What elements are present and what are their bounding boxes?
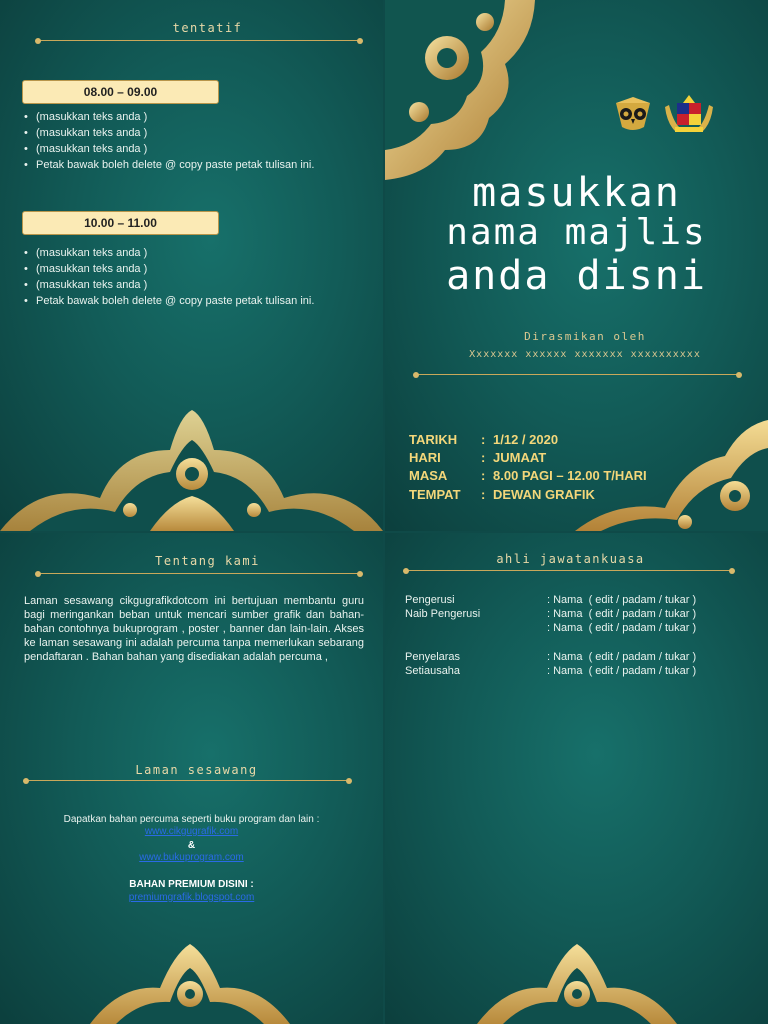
about-title: Tentang kami — [155, 554, 260, 568]
link-premium[interactable] — [0, 891, 383, 904]
list-item: • (masukkan teks anda ) — [22, 125, 352, 141]
schedule-divider — [38, 40, 360, 41]
officiated-name: Xxxxxxx xxxxxx xxxxxxx xxxxxxxxxx — [469, 349, 701, 360]
cover-panel — [385, 0, 768, 531]
owl-logo-icon — [614, 97, 652, 133]
event-title-line-3: anda disni — [446, 253, 707, 299]
detail-venue: TEMPAT : DEWAN GRAFIK — [409, 487, 595, 502]
time-slot-1: 08.00 – 09.00 — [22, 80, 219, 104]
link-premium-text[interactable]: premiumgrafik.blogspot.com — [128, 892, 255, 903]
time-slot-2: 10.00 – 11.00 — [22, 211, 219, 235]
list-item: • (masukkan teks anda ) — [22, 277, 352, 293]
about-body: Laman sesawang cikgugrafikdotcom ini bertujuan membantu guru bagi meringankan beban untuk mencari sumber grafik dan bahan-bahan contohnya bukuprogram , poster , banner dan lain-lain. Akses ke laman sesawang ini adalah percuma tanpa memerlukan sebarang pendaftaran . Bahan bahan yang disediakan adalah percuma , — [24, 595, 364, 663]
website-intro: Dapatkan bahan percuma seperti buku program dan lain : — [63, 814, 320, 825]
slot-1-list — [22, 109, 352, 173]
list-item: • Petak bawak boleh delete @ copy paste petak tulisan ini. — [22, 293, 352, 309]
detail-date: TARIKH : 1/12 / 2020 — [409, 432, 559, 447]
committee-divider — [406, 570, 732, 571]
list-item: • Petak bawak boleh delete @ copy paste petak tulisan ini. — [22, 157, 352, 173]
about-panel — [0, 533, 383, 1024]
website-title: Laman sesawang — [135, 763, 258, 777]
event-title-line-2: nama majlis — [446, 212, 707, 253]
floral-ornament-icon — [90, 944, 290, 1024]
floral-ornament-icon — [0, 410, 383, 531]
committee-title: ahli jawatankuasa — [496, 552, 645, 566]
link-bukuprogram[interactable] — [0, 851, 383, 864]
malaysia-crest-icon — [665, 93, 713, 135]
detail-day: HARI : JUMAAT — [409, 450, 547, 465]
link-bukuprogram-text[interactable]: www.bukuprogram.com — [139, 852, 244, 863]
list-item: • (masukkan teks anda ) — [22, 245, 352, 261]
premium-label: BAHAN PREMIUM DISINI : — [129, 879, 254, 890]
floral-ornament-icon — [477, 944, 677, 1024]
event-title-line-1: masukkan — [472, 170, 681, 216]
link-cikgugrafik-text[interactable]: www.cikgugrafik.com — [144, 826, 239, 837]
cover-divider — [416, 374, 739, 375]
floral-ornament-icon — [385, 0, 535, 180]
floral-ornament-icon — [575, 420, 768, 531]
list-item: • (masukkan teks anda ) — [22, 141, 352, 157]
list-item: • (masukkan teks anda ) — [22, 109, 352, 125]
link-cikgugrafik[interactable] — [0, 825, 383, 838]
website-divider — [26, 780, 349, 781]
ampersand: & — [187, 840, 196, 851]
officiated-label: Dirasmikan oleh — [524, 330, 646, 343]
detail-time: MASA : 8.00 PAGI – 12.00 T/HARI — [409, 468, 647, 483]
schedule-panel — [0, 0, 383, 531]
slot-2-list — [22, 245, 352, 309]
schedule-title: tentatif — [172, 21, 243, 35]
list-item: • (masukkan teks anda ) — [22, 261, 352, 277]
about-divider — [38, 573, 360, 574]
committee-panel: ahli jawatankuasa Pengerusi : Nama ( edit / padam / tukar ) Naib Pengerusi : Nama ( edit / padam / tukar ) : Nama ( edit / padam / tukar ) Penyelaras : Nama ( edit / padam / tukar ) Setiausaha : Nama ( edit / padam / tukar ) — [385, 533, 768, 1024]
